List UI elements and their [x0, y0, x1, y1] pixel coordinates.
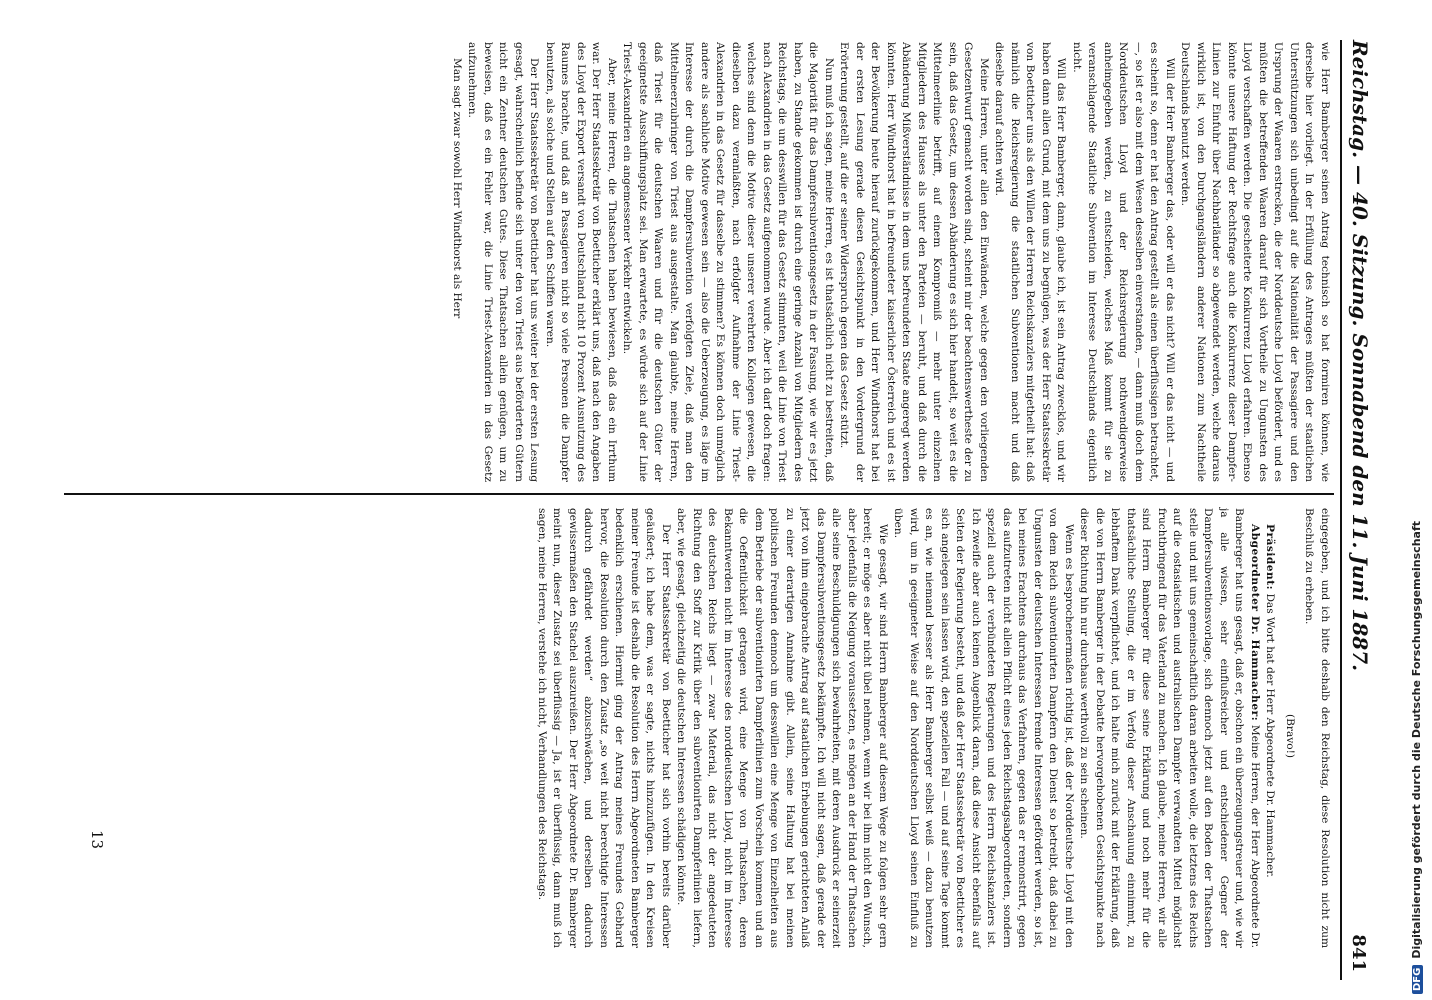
- digitization-text: Digitalisierung gefördert durch die Deutsche Forschungsgemeinschaft: [1410, 520, 1423, 959]
- text-paragraph: Meine Herren, unter allen den Einwänden, welche gegen den vorliegenden Gesetzentwurf gemacht worden sind, scheint mir der beachtenswertheste der zu sein, daß das Gesetz, um dessen Abänderung es sich hier handelt, so weit es die Mittelmeerlinie betrifft, auf einem Kompromiß — mehr unter einzelnen Mitgliedern des Hauses als unter den Parteien — beruht, und daß durch die Abänderung Mißverständnisse in dem uns befreundeten Staate angeregt werden könnten. Herr Windthorst hat in befreundeter kaiserlicher Österreich und es ist der Bevölkerung heute hierauf zurückgekommen, und Herr Windthorst hat bei der ersten Lesung gerade diesen Gesichtspunkt in den Vordergrund der Erörterung gestellt, auf die er seiner Widerspruch gegen das Gesetz stützt.: [838, 42, 990, 482]
- speech-text: Das Wort hat der Herr Abgeordnete Dr. Hammacher.: [1264, 593, 1277, 878]
- left-column: [449, 42, 1333, 482]
- page-header: [1348, 40, 1382, 972]
- text-paragraph: Der Herr Staatssekretär von Boetticher hat sich vorhin bereits darüber geäußert; ich habe dem, was er sagte, nichts hinzuzufügen. In den Kreisen meiner Freunde ist deshalb die Resolution des Herrn Abgeordneten Bamberger bedenklich erschienen. Hiermit ging der Antrag meines Freundes Gebhard hervor, die Resolution durch den Zusatz „so weit nicht berechtigte Interessen dadurch gefährdet werden“ abzuschwächen, und derselben dadurch gewissermaßen den Stachel auszureißen. Der Herr Abgeordnete Dr. Bamberger meint nun, dieser Zusatz sei überflüssig — Ja, ist er überflüssig, dann muß ich sagen, meine Herren, verstehe ich nicht, Verhandlungen des Reichstags.: [536, 508, 672, 948]
- text-paragraph: Man sagt zwar sowohl Herr Windthorst als Herr: [451, 58, 463, 319]
- text-paragraph: Nun muß ich sagen, meine Herren, es ist thatsächlich nicht zu bestreiten, daß die Majorität für das Dampfersubventionsgesetz in der Fassung, wie wir es jetzt haben, zu Stande gekommen ist durch eine geringe Anzahl von Mitgliedern des Reichstags, die um desswillen für das Gesetz stimmten, weil die Linie von Triest nach Alexandrien in das Gesetz aufgenommen wurde. Aber ich darf doch fragen: welches sind denn die Motive dieser unserer verehrten Kollegen gewesen, die dieselben dazu veranlaßten, nach erfolgter Aufnahme der Linie Triest-Alexandrien in das Gesetz für dasselbe zu stimmen? Es können doch unmöglich andere als sachliche Motive gewesen sein — also die Ueberzeugung, es läge im Interesse der durch die Dampfersubvention verfolgten Ziele, daß man den Mittelmeerzubringer von Triest aus ausgestalte. Man glaubte, meine Herren, daß Triest für die deutschen Waaren und für die deutschen Güter der geeignetste Ausschiffungsplatz sei. Man erwartete, es würde sich auf der Linie Triest-Alexandrien ein angemessener Verkehr entwickeln.: [621, 42, 835, 482]
- header-rule: [1340, 40, 1342, 980]
- speech-paragraph: [1262, 508, 1278, 948]
- text-paragraph: Will das Herr Bamberger, dann, glaube ich, ist sein Antrag zwecklos, und wir haben dann allen Grund, mit dem uns zu begnügen, was der Herr Staatssekretär von Boetticher uns als den Willen der Herren Reichskanzlers mitgetheilt hat: daß nämlich die Reichsregierung die staatlichen Subventionen macht und daß dieselbe darauf achten wird.: [993, 42, 1068, 482]
- text-paragraph: Aber, meine Herren, die Thatsachen haben bewiesen, daß das ein Irrthum war. Der Herr Staatssekretär von Boetticher erklärt uns, daß nach den Angaben des Lloyd der Export versandt von Deutschland nicht 10 Prozent Ausnutzung des Raumes brachte, und daß an Passagieren nicht so viele Personen die Dampfer benutzen, als solche und Stellen auf den Schiffen waren.: [544, 42, 618, 482]
- text-paragraph: Wie gesagt, wir sind Herrn Bamberger auf diesem Wege zu folgen sehr gern bereit; er möge es aber nicht übel nehmen, wenn wir bei ihm nicht den Wunsch, aber jedenfalls die Neigung voraussetzen, es mögen an der Hand der Thatsachen alle seine Beschuldigungen sich bewahrheiten, mit deren Ausdruck er seinerzeit das Dampfersubventionsgesetz bekämpfte. Ich will nicht sagen, daß gerade der jetzt von ihm eingebrachte Antrag auf staatlichen Erhebungen gerichteten Anlaß zu einer derartigen Annahme gibt. Allein, seine Haltung hat bei meinen politischen Freunden dennoch um desswillen eine Menge von Einzelheiten aus dem Betriebe der subventionirten Dampferlinien zum Vorschein kommen und an die Oeffentlichkeit getragen wird, eine Menge von Thatsachen, deren Bekanntwerden nicht im Interesse des norddeutschen Lloyd, nicht im Interesse des deutschen Reichs liegt — zwar Material, das nicht der angedeuteten Richtung den Stoff zur Kritik über den subventionirten Dampferlinien liefern, aber, wie gesagt, gleichzeitig die deutschen Interessen schädigen könnte.: [675, 508, 889, 948]
- column-divider: [64, 493, 1334, 495]
- page-footer-number: 13: [88, 830, 106, 850]
- dfg-logo-icon: DFG: [1412, 965, 1423, 994]
- digitization-notice: [1410, 4, 1423, 994]
- text-paragraph: Will der Herr Bamberger das, oder will er das nicht? Will er das nicht — und es scheint so, denn er hat den Antrag gestellt als einen überflüssigen betrachtet, —, so ist er also mit dem Wesen desselben einverstanden, — dann muß doch dem Norddeutschen Lloyd und der Reichsregierung nothwendigerweise anheimgegeben werden, zu entscheiden, welches Maß kommt für sie zu veranschlagende Staatliche Subvention im Interesse Deutschlands eigentlich nicht.: [1071, 42, 1176, 482]
- right-column: [534, 508, 1333, 948]
- speaker-name: Präsident:: [1264, 524, 1277, 591]
- text-paragraph: Der Herr Staatssekretär von Boetticher hat uns weiter bei der ersten Lesung gesagt, wahrscheinlich befinde sich unter den von Triest aus beförderten Gütern nicht ein Zentner deutschen Gutes. Diese Thatsachen allein genügen, um zu beweisen, daß es ein Fehler war, die Linie Triest-Alexandrien in das Gesetz aufzunehmen.: [466, 42, 541, 482]
- speaker-name: Abgeordneter Dr. Hammacher:: [1249, 524, 1261, 722]
- interjection-note: (Bravo!): [1284, 713, 1296, 759]
- header-page-number: 841: [1348, 934, 1369, 972]
- text-paragraph: wie Herr Bamberger seinen Antrag technisch so hat formiren können, wie derselbe hier vorliegt. In der Erfüllung des Antrages müßten der staatlichen Unterstützungen sich unbedingt auf die Nationalität der Passagiere und den Ursprung der Waaren erstrecken, die der Norddeutsche Lloyd befördert, und es müßten die betreffenden Waaren darauf für sich Vortheile zu Ungunsten des Lloyd verschaffen werden. Die gescheiterte Konkurrenz Lloyd erfahren. Ebenso könnte unsere Haftung der Rechtsfrage auch die Konkurrenz dieser Dampfer-Linien zur Einfuhr über Nachbarländer so abgewendet werden, welche daraus wirklich ist, von den Durchgangsländern anderer Nationen zum Nachtheile Deutschlands benutzt werden.: [1179, 42, 1331, 482]
- header-title: Reichstag. — 40. Sitzung. Sonnabend den 11. Juni 1887.: [1348, 40, 1372, 672]
- digitization-strip: [1404, 0, 1432, 1000]
- text-paragraph: Wenn es besprochenermaßen richtig ist, daß der Norddeutsche Lloyd mit den von dem Reich subventionirten Dampfern den Dienst so betreibt, daß dabei zu Ungunsten der deutschen Interessen fremde Interessen gefördert werden, so ist, bei meines Erachtens durchaus das Verfahren, gegen das er remonstrirt, gegen das aufzutreten nicht allein Pflicht eines jeden Reichstagsabgeordneten, sondern speziell auch der verbündeten Regierungen und des Herrn Reichskanzlers ist. Ich zweifle aber auch keinen Augenblick daran, daß diese Ansicht ebenfalls auf Seiten der Regierung besteht, und daß der Herr Staatssekretär von Boetticher es sich angelegen sein lassen wird, den speziellen Fall — und auf seine Tage kommt es an, wie niemand besser als Herr Bamberger selbst weiß — dazu benutzen wird, um in geeigneter Weise auf den Norddeutschen Lloyd seinen Einfluß zu üben.: [892, 508, 1075, 948]
- speech-paragraph: [1076, 508, 1262, 948]
- text-paragraph: eingegeben, und ich bitte deshalb den Reichstag, diese Resolution nicht zum Beschluß zu erheben.: [1303, 508, 1331, 948]
- speech-text: Meine Herren, der Herr Abgeordnete Dr. Bamberger hat uns gesagt, daß er, obschon ein überzeugungstreuer und, wie wir ja alle wissen, sehr einflußreicher und entschiedener Gegner der Dampfersubventionsvorlage, sich dennoch jetzt auf den Boden der Thatsachen stelle und mit uns gemeinschaftlich daran arbeiten wolle, die letztens des Reichs auf die ostasiatischen und australischen Dampfer verwandten Mittel möglichst fruchtbringend für das Vaterland zu machen. Ich glaube, meine Herren, wir alle sind Herrn Bamberger für diese seine Erklärung und noch mehr für die thatsächliche Stellung, die er im Verfolg dieser Anschauung einnimmt, zu lebhaftem Dank verpflichtet, und ich halte mich zurück mit der Erklärung, daß die von Herrn Bamberger in der Debatte hervorgehobenen Gesichtspunkte nach dieser Richtung hin nur durchaus werthvoll zu sein scheinen.: [1078, 508, 1261, 948]
